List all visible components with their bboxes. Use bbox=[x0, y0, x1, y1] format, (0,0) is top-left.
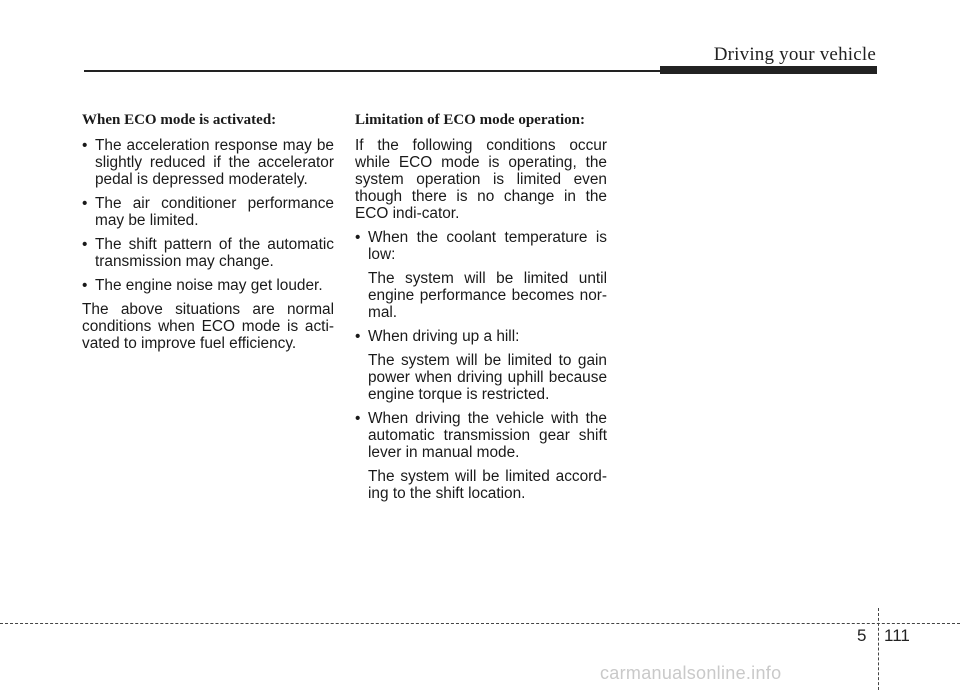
left-column bbox=[82, 112, 334, 359]
list-item: • The shift pattern of the automatic transmission may change. bbox=[82, 236, 334, 270]
watermark: carmanualsonline.info bbox=[600, 663, 782, 683]
intro-paragraph: If the following conditions occur while ECO mode is operating, the system operation is limited even though there is no change in the ECO indi-cator. bbox=[355, 137, 607, 222]
list-item-detail: The system will be limited accord-ing to the shift location. bbox=[368, 468, 607, 502]
section-title: Driving your vehicle bbox=[713, 44, 876, 65]
page-number: 111 bbox=[884, 626, 910, 645]
footer-divider bbox=[0, 623, 960, 624]
limitation-list-3 bbox=[355, 410, 607, 461]
eco-limitation-heading: Limitation of ECO mode operation: bbox=[355, 112, 585, 128]
chapter-number: 5 bbox=[857, 626, 867, 645]
limitation-list bbox=[355, 229, 607, 263]
list-item: • The air conditioner performance may be limited. bbox=[82, 195, 334, 229]
list-item: • The acceleration response may be slightly reduced if the accelerator pedal is depressed moderately. bbox=[82, 137, 334, 188]
eco-effects-list bbox=[82, 137, 334, 294]
list-item: • When driving the vehicle with the automatic transmission gear shift lever in manual mode. bbox=[355, 410, 607, 461]
eco-activated-heading: When ECO mode is activated: bbox=[82, 112, 277, 128]
list-item: • When driving up a hill: bbox=[355, 328, 607, 345]
right-column bbox=[355, 112, 607, 509]
list-item-detail: The system will be limited until engine performance becomes nor-mal. bbox=[368, 270, 607, 321]
closing-paragraph: The above situations are normal conditions when ECO mode is acti-vated to improve fuel efficiency. bbox=[82, 301, 334, 352]
header-divider bbox=[84, 70, 660, 72]
limitation-list-2 bbox=[355, 328, 607, 345]
list-item-detail: The system will be limited to gain power when driving uphill because engine torque is restricted. bbox=[368, 352, 607, 403]
list-item: • When the coolant temperature is low: bbox=[355, 229, 607, 263]
footer-vertical-divider bbox=[878, 608, 879, 690]
list-item: • The engine noise may get louder. bbox=[82, 277, 334, 294]
header-accent-bar bbox=[660, 66, 877, 74]
